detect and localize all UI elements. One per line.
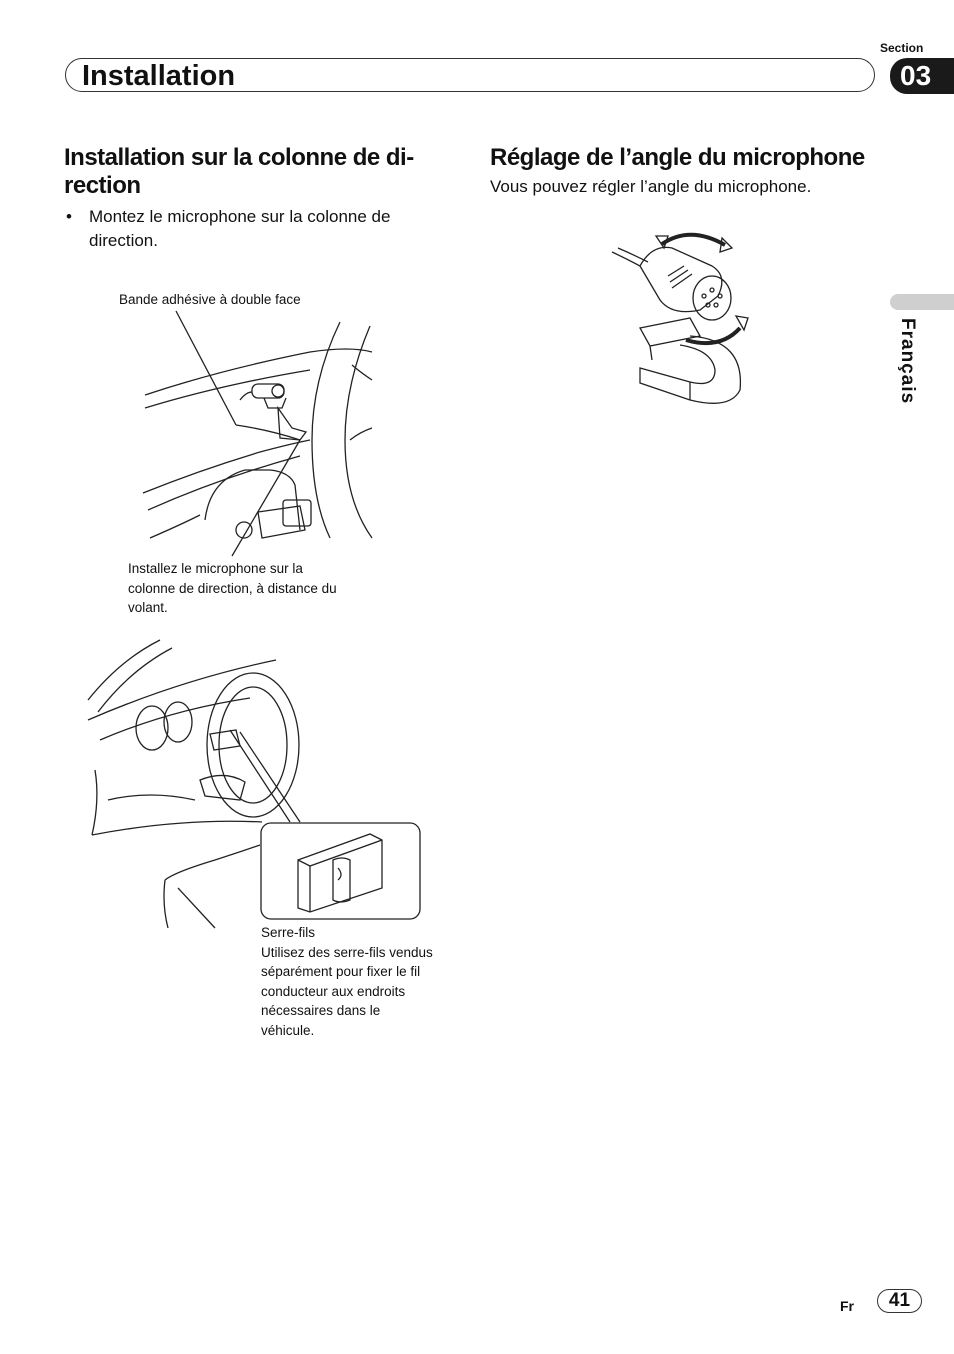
page-title: Installation	[82, 60, 236, 92]
bullet-text: Montez le microphone sur la colonne de direction.	[89, 207, 391, 250]
language-label: Français	[897, 318, 918, 405]
paragraph-angle: Vous pouvez régler l’angle du microphone.	[490, 177, 812, 196]
page-number: 41	[877, 1289, 922, 1313]
bullet-icon: •	[66, 207, 72, 226]
microphone-body-icon	[640, 247, 722, 311]
heading-steering-column: Installation sur la colonne de di- rection	[64, 144, 414, 199]
label-double-sided-tape: Bande adhésive à double face	[119, 292, 301, 307]
rotation-arrow-icon	[662, 235, 725, 245]
label-install-microphone: Installez le microphone sur la colonne de direction, à distance du volant.	[128, 561, 337, 615]
heading-microphone-angle: Réglage de l’angle du microphone	[490, 144, 865, 171]
section-label: Section	[880, 41, 924, 55]
footer-language-code: Fr	[840, 1298, 854, 1314]
label-wire-clamps: Serre-fils Utilisez des serre-fils vendus séparément pour fixer le fil conducteur aux endroits nécessaires dans le véhicule.	[261, 925, 433, 1038]
section-number-badge: 03	[890, 58, 954, 94]
